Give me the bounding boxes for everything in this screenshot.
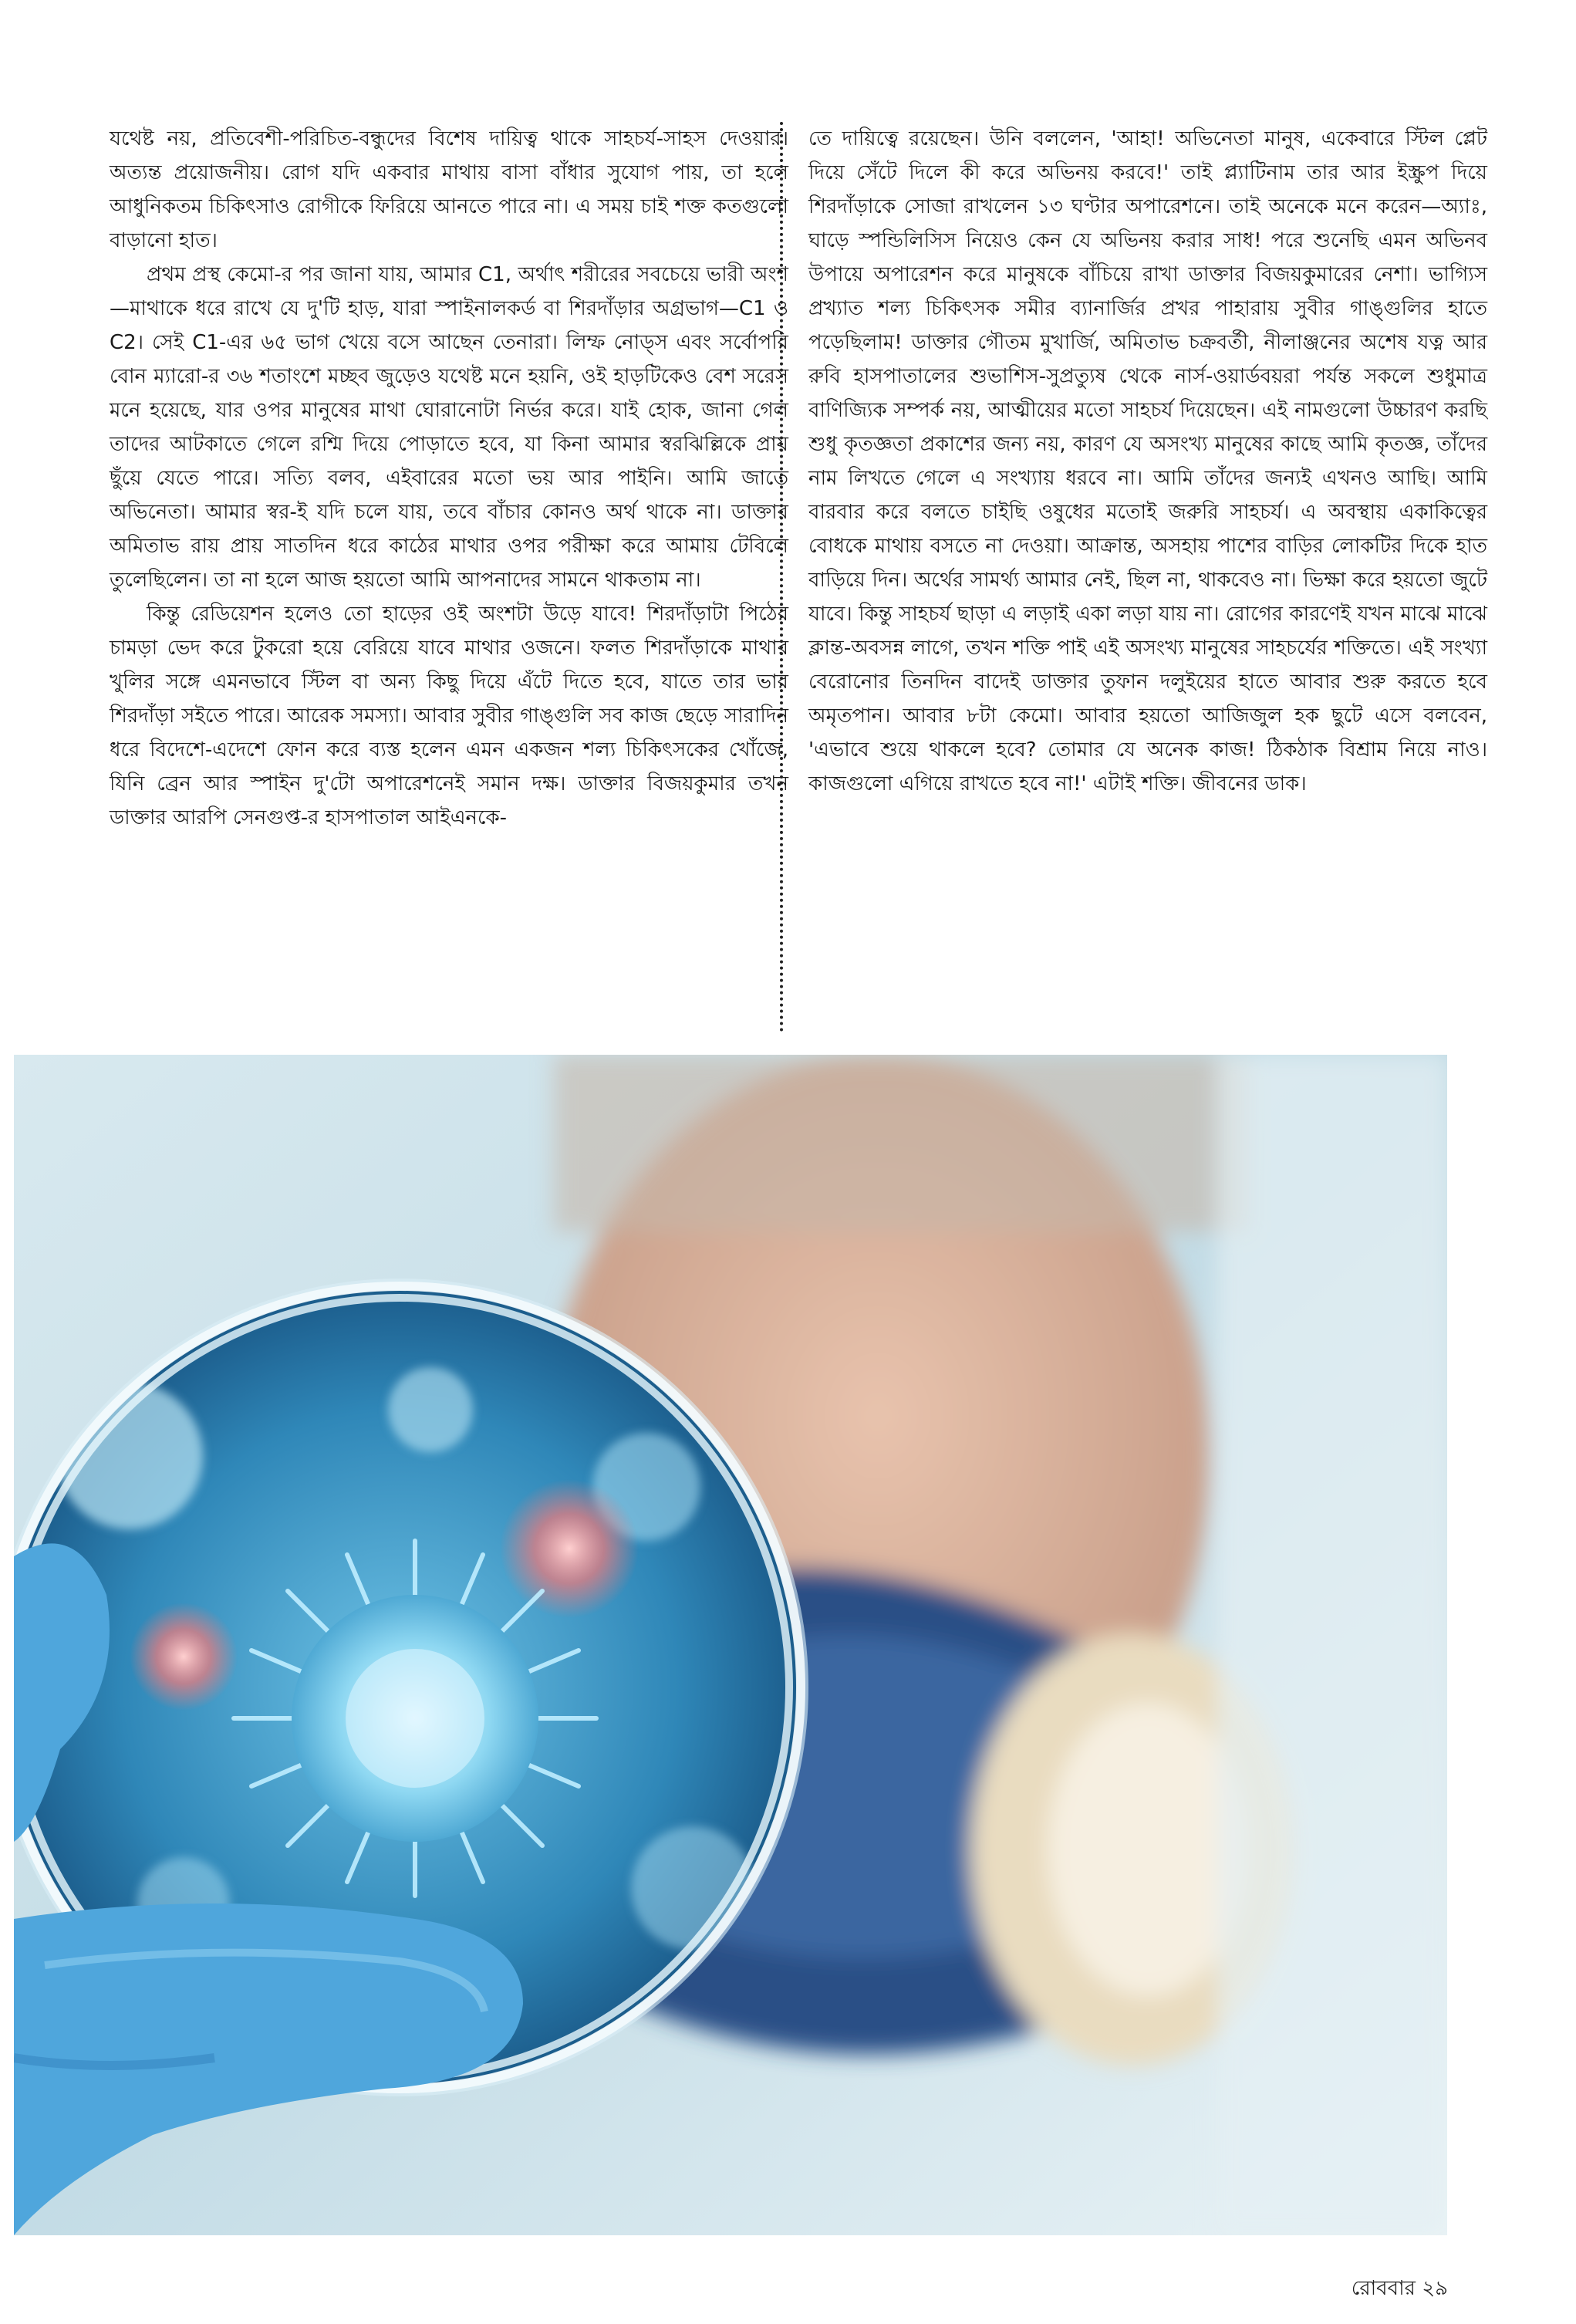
- article-paragraph: প্রথম প্রস্থ কেমো-র পর জানা যায়, আমার C1, অর্থাৎ শরীরের সবচেয়ে ভারী অংশ—মাথাকে ধরে রাখে যে দু'টি হাড়, যারা স্পাইনালকর্ড বা শিরদাঁড়ার অগ্রভাগ—C1 ও C2। সেই C1-এর ৬৫ ভাগ খেয়ে বসে আছেন তেনারা। লিম্ফ নোড্স এবং সর্বোপরি বোন ম্যারো-র ৩৬ শতাংশে মচ্ছব জুড়েও যথেষ্ট মনে হয়নি, ওই হাড়টিকেও বেশ সরেস মনে হয়েছে, যার ওপর মানুষের মাথা ঘোরানোটা নির্ভর করে। যাই হোক, জানা গেল তাদের আটকাতে গেলে রশ্মি দিয়ে পোড়াতে হবে, যা কিনা আমার স্বরঝিল্লিকে প্রায় ছুঁয়ে যেতে পারে। সত্যি বলব, এইবারের মতো ভয় আর পাইনি। আমি জাতে অভিনেতা। আমার স্বর-ই যদি চলে যায়, তবে বাঁচার কোনও অর্থ থাকে না। ডাক্তার অমিতাভ রায় প্রায় সাতদিন ধরে কাঠের মাথার ওপর পরীক্ষা করে আমায় টেবিলে তুলেছিলেন। তা না হলে আজ হয়তো আমি আপনাদের সামনে থাকতাম না।: [110, 263, 788, 592]
- column-divider: [780, 122, 783, 1032]
- article-paragraph: তে দায়িত্বে রয়েছেন। উনি বললেন, 'আহা! অভিনেতা মানুষ, একেবারে স্টিল প্লেট দিয়ে সেঁটে দিলে কী করে অভিনয় করবে!' তাই প্ল্যাটিনাম তার আর ইস্ক্রুপ দিয়ে শিরদাঁড়াকে সোজা রাখলেন ১৩ ঘণ্টার অপারেশনে। তাই অনেকে মনে করেন—অ্যাঃ, ঘাড়ে স্পন্ডিলিসিস নিয়েও কেন যে অভিনয় করার সাধ! পরে শুনেছি এমন অভিনব উপায়ে অপারেশন করে মানুষকে বাঁচিয়ে রাখা ডাক্তার বিজয়কুমারের নেশা। ভাগ্যিস প্রখ্যাত শল্য চিকিৎসক সমীর ব্যানার্জির প্রখর পাহারায় সুবীর গাঙ্গুলির হাতে পড়েছিলাম! ডাক্তার গৌতম মুখার্জি, অমিতাভ চক্রবর্তী, নীলাঞ্জনের অশেষ যত্ন আর রুবি হাসপাতালের শুভাশিস-সুপ্রত্যুষ থেকে নার্স-ওয়ার্ডবয়রা পর্যন্ত সকলে শুধুমাত্র বাণিজ্যিক সম্পর্ক নয়, আত্মীয়ের মতো সাহচর্য দিয়েছেন। এই নামগুলো উচ্চারণ করছি শুধু কৃতজ্ঞতা প্রকাশের জন্য নয়, কারণ যে অসংখ্য মানুষের কাছে আমি কৃতজ্ঞ, তাঁদের নাম লিখতে গেলে এ সংখ্যায় ধরবে না। আমি তাঁদের জন্যই এখনও আছি। আমি বারবার করে বলতে চাইছি ওষুধের মতোই জরুরি সাহচর্য। এ অবস্থায় একাকিত্বের বোধকে মাথায় বসতে না দেওয়া। আক্রান্ত, অসহায় পাশের বাড়ির লোকটির দিকে হাত বাড়িয়ে দিন। অর্থের সামর্থ্য আমার নেই, ছিল না, থাকবেও না। ভিক্ষা করে হয়তো জুটে যাবে। কিন্তু সাহচর্য ছাড়া এ লড়াই একা লড়া যায় না। রোগের কারণেই যখন মাঝে মাঝে ক্লান্ত-অবসন্ন লাগে, তখন শক্তি পাই এই অসংখ্য মানুষের সাহচর্যের শক্তিতে। এই সংখ্যা বেরোনোর তিনদিন বাদেই ডাক্তার তুফান দলুইয়ের হাতে আবার শুরু করতে হবে অমৃতপান। আবার ৮টা কেমো। আবার হয়তো আজিজুল হক ছুটে এসে বলবেন, 'এভাবে শুয়ে থাকলে হবে? তোমার যে অনেক কাজ! ঠিকঠাক বিশ্রাম নিয়ে নাও। কাজগুলো এগিয়ে রাখতে হবে না!' এটাই শক্তি। জীবনের ডাক।: [808, 127, 1487, 795]
- page-folio: রোববার ২৯: [1351, 2277, 1448, 2300]
- article-column-right: [808, 122, 1487, 801]
- article-paragraph: যথেষ্ট নয়, প্রতিবেশী-পরিচিত-বন্ধুদের বিশেষ দায়িত্ব থাকে সাহচর্য-সাহস দেওয়ার। অত্যন্ত প্রয়োজনীয়। রোগ যদি একবার মাথায় বাসা বাঁধার সুযোগ পায়, তা হলে আধুনিকতম চিকিৎসাও রোগীকে ফিরিয়ে আনতে পারে না। এ সময় চাই শক্ত কতগুলো বাড়ানো হাত।: [110, 127, 788, 252]
- article-paragraph: কিন্তু রেডিয়েশন হলেও তো হাড়ের ওই অংশটা উড়ে যাবে! শিরদাঁড়াটা পিঠের চামড়া ভেদ করে টুকরো হয়ে বেরিয়ে যাবে মাথার ওজনে। ফলত শিরদাঁড়াকে মাথার খুলির সঙ্গে এমনভাবে স্টিল বা অন্য কিছু দিয়ে এঁটে দিতে হবে, যাতে তার ভার শিরদাঁড়া সইতে পারে। আরেক সমস্যা। আবার সুবীর গাঙ্গুলি সব কাজ ছেড়ে সারাদিন ধরে বিদেশে-এদেশে ফোন করে ব্যস্ত হলেন এমন একজন শল্য চিকিৎসকের খোঁজে, যিনি ব্রেন আর স্পাইন দু'টো অপারেশনেই সমান দক্ষ। ডাক্তার বিজয়কুমার তখন ডাক্তার আরপি সেনগুপ্ত-র হাসপাতাল আইএনকে-: [110, 603, 788, 829]
- article-column-left: [110, 122, 788, 835]
- virus-petri-dish-photo: [14, 1055, 1447, 2235]
